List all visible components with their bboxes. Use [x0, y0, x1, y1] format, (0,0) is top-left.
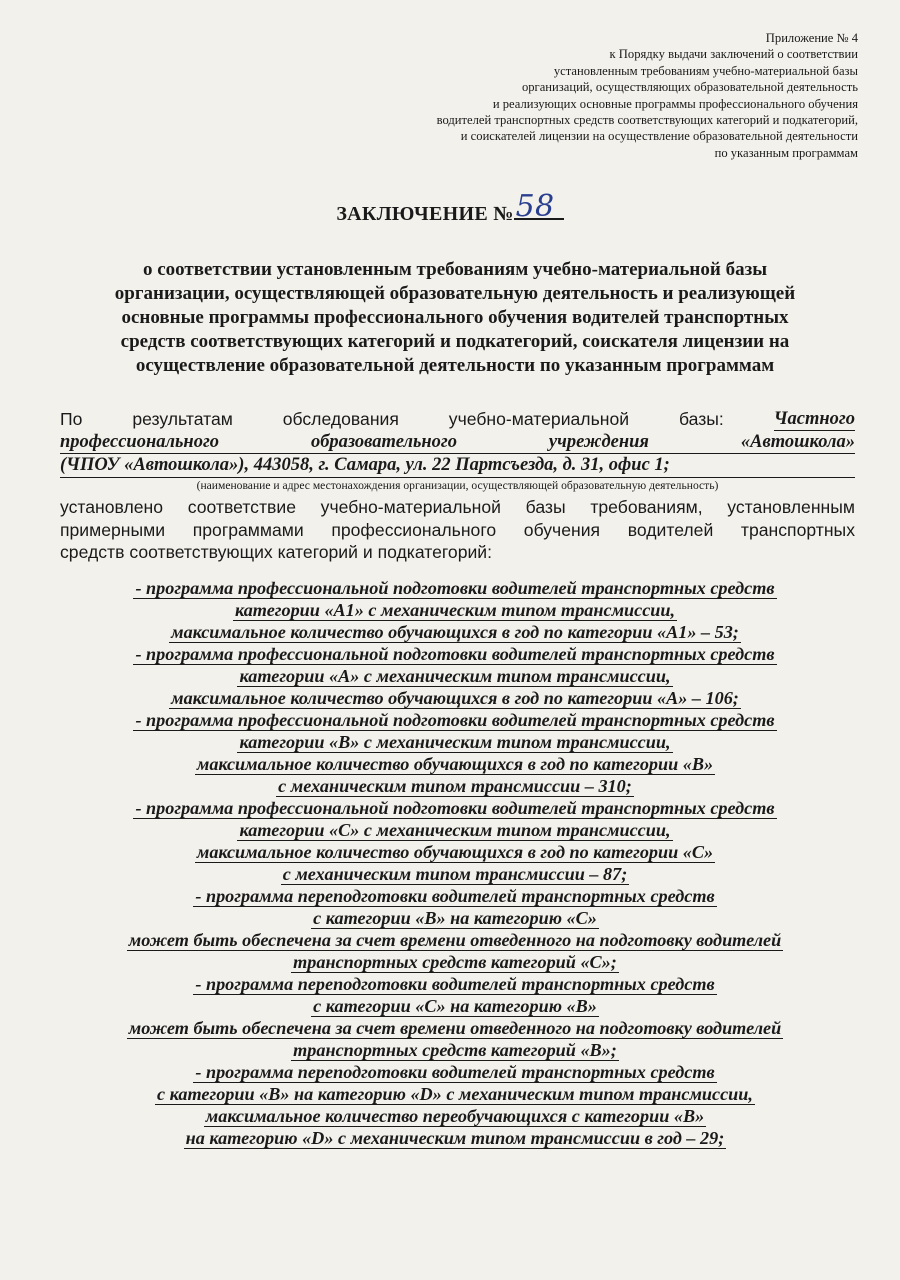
intro-word: базы:	[678, 409, 724, 429]
intro-paragraph	[60, 408, 855, 564]
program-line: - программа профессиональной подготовки водителей транспортных средств	[135, 644, 775, 664]
appendix-line: водителей транспортных средств соответствующих категорий и подкатегорий,	[436, 113, 858, 128]
program-line: - программа переподготовки водителей транспортных средств	[195, 1062, 715, 1082]
appendix-header	[338, 30, 858, 161]
stated-line: средств соответствующих категорий и подкатегорий:	[60, 542, 493, 562]
program-line: может быть обеспечена за счет времени отведенного на подготовку водителей	[128, 1018, 782, 1038]
subtitle-line: осуществление образовательной деятельности по указанным программам	[135, 355, 775, 376]
org-caption-note: (наименование и адрес местонахождения организации, осуществляющей образовательную деятельность)	[60, 477, 855, 493]
appendix-line: к Порядку выдачи заключений о соответствии	[609, 47, 858, 62]
program-line: транспортных средств категорий «С»;	[293, 952, 617, 972]
program-line: - программа переподготовки водителей транспортных средств	[195, 974, 715, 994]
program-line: максимальное количество переобучающихся с категории «В»	[205, 1106, 705, 1126]
program-line: максимальное количество обучающихся в год по категории «А1» – 53;	[171, 622, 739, 642]
program-line: категории «А1» с механическим типом трансмиссии,	[234, 600, 676, 620]
program-line: категории «В» с механическим типом трансмиссии,	[239, 732, 671, 752]
intro-word: По	[60, 409, 83, 429]
subtitle-line: основные программы профессионального обучения водителей транспортных	[121, 307, 789, 328]
intro-word: результатам	[132, 409, 233, 429]
program-line: - программа профессиональной подготовки водителей транспортных средств	[135, 710, 775, 730]
program-line: может быть обеспечена за счет времени отведенного на подготовку водителей	[128, 930, 782, 950]
intro-word: учебно-материальной	[448, 409, 630, 429]
appendix-line: Приложение № 4	[765, 31, 858, 45]
org-name-line-2	[60, 431, 855, 454]
program-line: на категорию «D» с механическим типом трансмиссии в год – 29;	[185, 1128, 725, 1148]
org-word: образовательного	[310, 432, 457, 452]
title-label: ЗАКЛЮЧЕНИЕ №	[336, 203, 514, 225]
appendix-line: по указанным программам	[714, 145, 858, 160]
subtitle-line: средств соответствующих категорий и подкатегорий, соискателя лицензии на	[120, 331, 790, 352]
handwritten-number: 58	[514, 196, 564, 220]
program-line: - программа профессиональной подготовки водителей транспортных средств	[135, 798, 775, 818]
org-word: профессионального	[60, 432, 220, 452]
program-line: транспортных средств категорий «В»;	[293, 1040, 617, 1060]
org-word: «Автошкола»	[740, 432, 855, 452]
stated-line: установлено соответствие учебно-материальной базы требованиям, установленным	[60, 497, 855, 517]
program-line: с категории «С» на категорию «В»	[313, 996, 597, 1016]
org-name-start: Частного	[773, 409, 855, 429]
stated-line: примерными программами профессионального обучения водителей транспортных	[60, 519, 855, 540]
stated-text	[60, 496, 855, 564]
program-line: - программа переподготовки водителей транспортных средств	[195, 886, 715, 906]
appendix-line: организаций, осуществляющих образовательной деятельность	[521, 80, 858, 95]
document-title	[0, 189, 900, 226]
program-line: максимальное количество обучающихся в год по категории «В»	[196, 754, 714, 774]
program-line: категории «С» с механическим типом трансмиссии,	[239, 820, 671, 840]
appendix-line: установленным требованиям учебно-материальной базы	[553, 63, 858, 78]
program-line: с механическим типом трансмиссии – 310;	[278, 776, 632, 796]
program-line: максимальное количество обучающихся в год по категории «А» – 106;	[171, 688, 739, 708]
program-line: с категории «В» на категорию «D» с механическим типом трансмиссии,	[157, 1084, 753, 1104]
subtitle-line: о соответствии установленным требованиям учебно-материальной базы	[142, 259, 768, 280]
intro-line-1	[60, 408, 855, 431]
program-line: с категории «В» на категорию «С»	[313, 908, 597, 928]
intro-word: обследования	[282, 409, 399, 429]
program-line: максимальное количество обучающихся в год по категории «С»	[196, 842, 714, 862]
appendix-line: и реализующих основные программы профессионального обучения	[492, 96, 858, 111]
program-line: - программа профессиональной подготовки водителей транспортных средств	[135, 578, 775, 598]
org-address-line: (ЧПОУ «Автошкола»), 443058, г. Самара, ул. 22 Партсъезда, д. 31, офис 1;	[60, 455, 670, 475]
document-subtitle	[60, 258, 850, 378]
appendix-line: и соискателей лицензии на осуществление образовательной деятельности	[460, 129, 858, 144]
org-word: учреждения	[548, 432, 649, 452]
program-line: категории «А» с механическим типом трансмиссии,	[239, 666, 671, 686]
programs-list	[55, 577, 855, 1149]
subtitle-line: организации, осуществляющей образовательную деятельность и реализующей	[114, 283, 796, 304]
program-line: с механическим типом трансмиссии – 87;	[282, 864, 628, 884]
